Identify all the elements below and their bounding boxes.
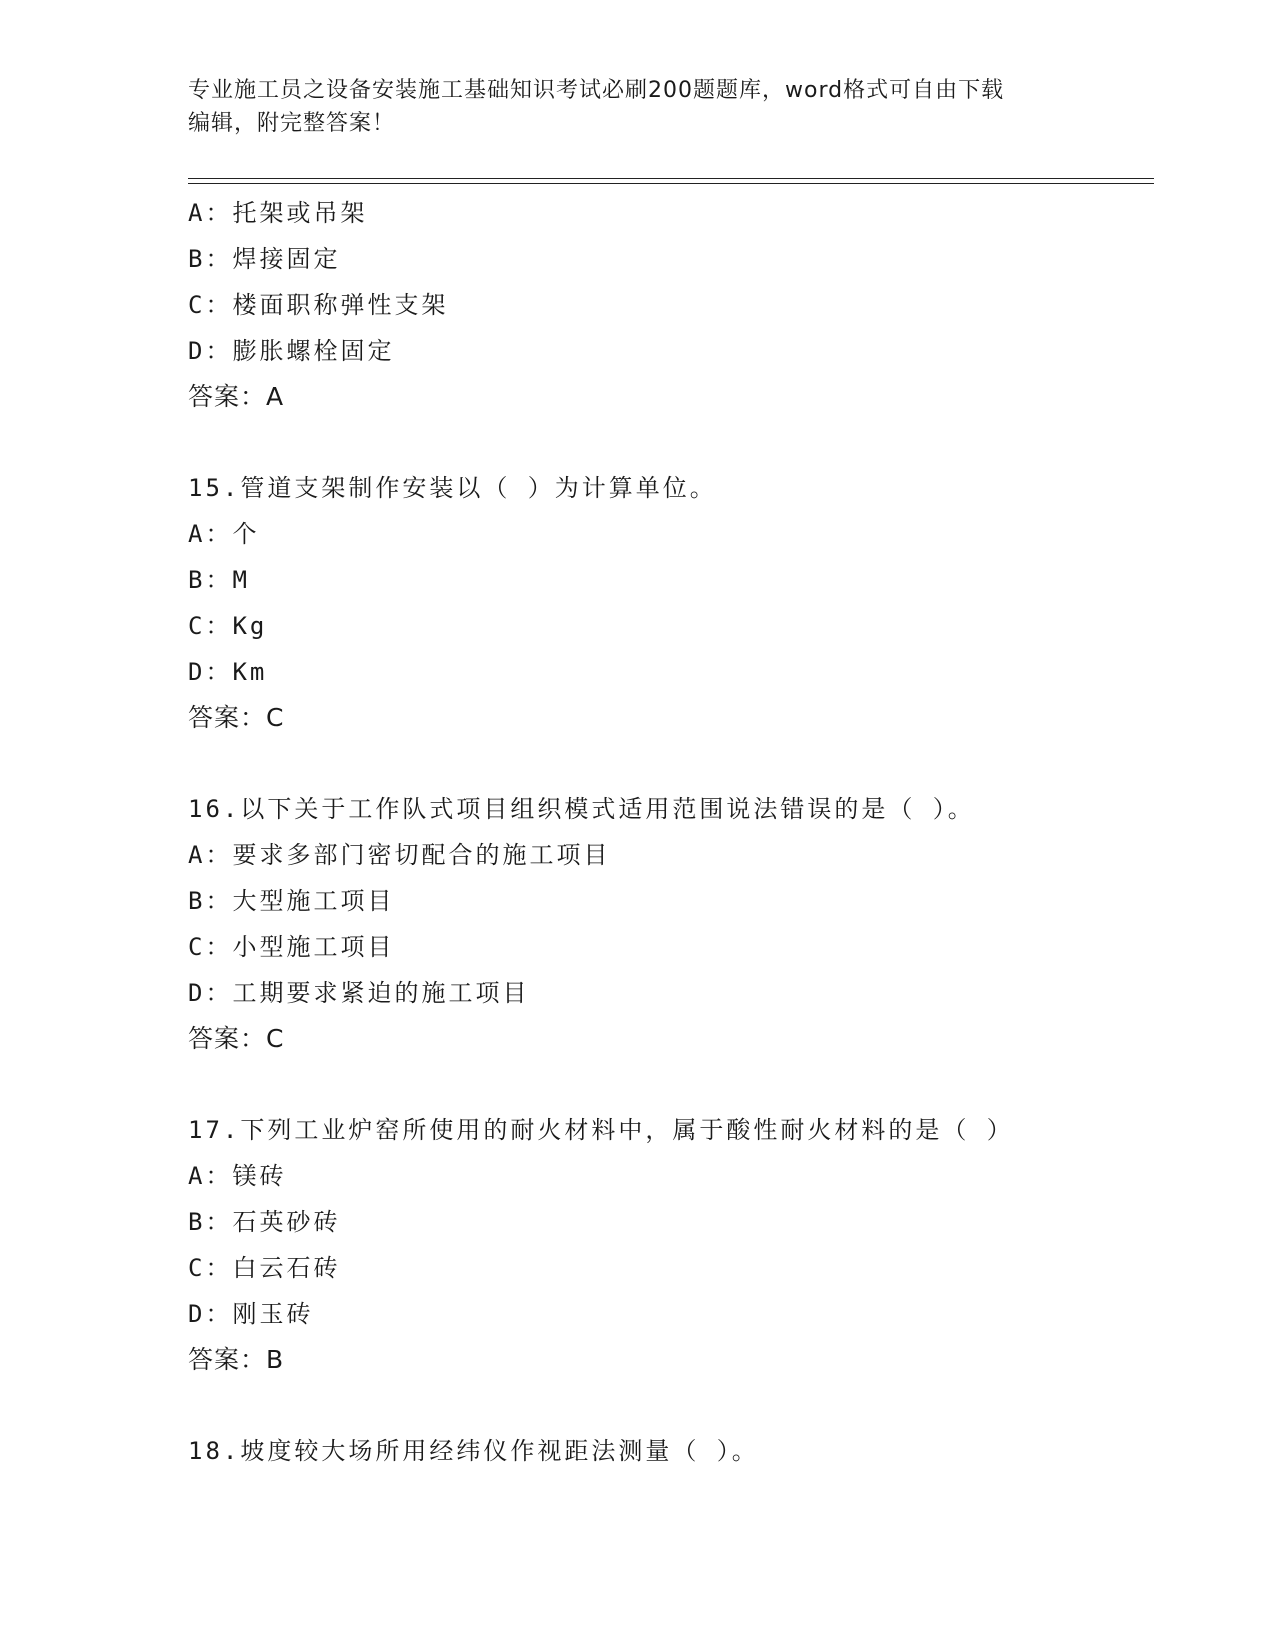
header-line-2: 编辑，附完整答案！ <box>188 111 396 136</box>
option-c: C：白云石砖 <box>188 1254 341 1282</box>
answer-line: 答案：C <box>188 1024 285 1053</box>
spacer <box>188 1062 1154 1107</box>
question-16-block <box>188 786 1154 1062</box>
question-text: 17.下列工业炉窑所使用的耐火材料中，属于酸性耐火材料的是（ ） <box>188 1116 1014 1144</box>
question-text: 16.以下关于工作队式项目组织模式适用范围说法错误的是（ ）。 <box>188 795 975 823</box>
option-a: A：个 <box>188 520 260 548</box>
header-line-1: 专业施工员之设备安装施工基础知识考试必刷200题题库，word格式可自由下载 <box>188 78 1005 103</box>
option-b: B：M <box>188 566 250 594</box>
question-list <box>188 190 1154 1474</box>
option-a: A：托架或吊架 <box>188 199 368 227</box>
option-c: C：Kg <box>188 612 268 640</box>
question-text: 15.管道支架制作安装以（ ）为计算单位。 <box>188 474 717 502</box>
option-b: B：焊接固定 <box>188 245 341 273</box>
option-c: C：小型施工项目 <box>188 933 395 961</box>
header-rule-bottom <box>188 183 1154 184</box>
option-d: D：膨胀螺栓固定 <box>188 337 395 365</box>
document-header <box>188 74 1088 140</box>
header-rule-top <box>188 178 1154 179</box>
spacer <box>188 741 1154 786</box>
answer-line: 答案：A <box>188 382 285 411</box>
question-17-block <box>188 1107 1154 1383</box>
spacer <box>188 1383 1154 1428</box>
question-14-block <box>188 190 1154 420</box>
option-b: B：大型施工项目 <box>188 887 395 915</box>
option-d: D：Km <box>188 658 268 686</box>
option-b: B：石英砂砖 <box>188 1208 341 1236</box>
answer-line: 答案：B <box>188 1345 285 1374</box>
option-c: C：楼面职称弹性支架 <box>188 291 449 319</box>
option-a: A：要求多部门密切配合的施工项目 <box>188 841 611 869</box>
spacer <box>188 420 1154 465</box>
answer-line: 答案：C <box>188 703 285 732</box>
option-d: D：刚玉砖 <box>188 1300 314 1328</box>
question-text: 18.坡度较大场所用经纬仪作视距法测量（ ）。 <box>188 1437 759 1465</box>
question-15-block <box>188 465 1154 741</box>
option-d: D：工期要求紧迫的施工项目 <box>188 979 530 1007</box>
question-18-block <box>188 1428 1154 1474</box>
option-a: A：镁砖 <box>188 1162 287 1190</box>
